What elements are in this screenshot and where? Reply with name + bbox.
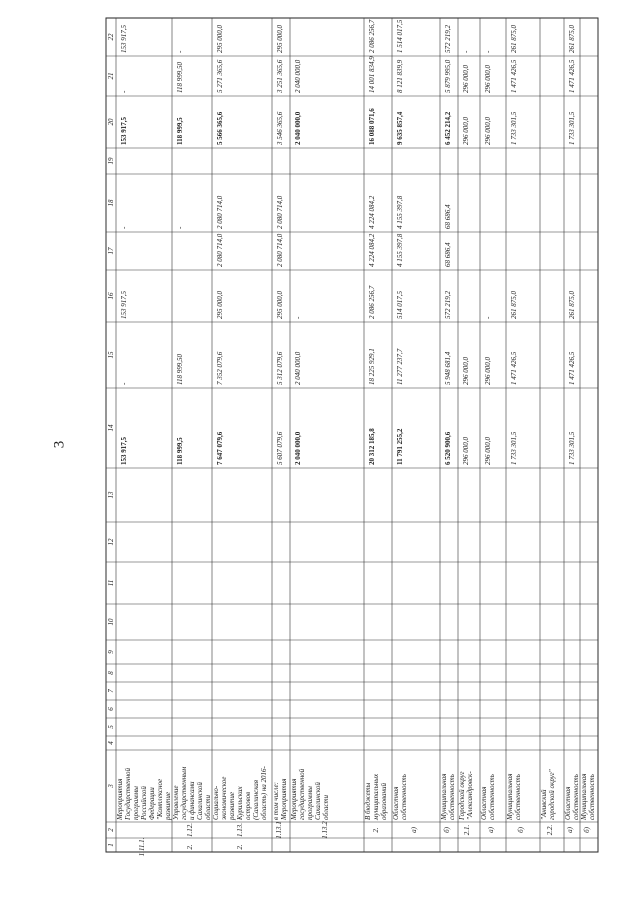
value-cell: 153 917,5 [120, 117, 128, 145]
column-number: 2 [107, 828, 115, 832]
value-cell: 2 080 714,0 [276, 195, 284, 229]
value-cell: 1 471 426,5 [510, 351, 518, 385]
value-cell: 1 471 426,5 [510, 59, 518, 93]
row-name-line: Мероприятия [116, 778, 124, 820]
value-cell: 1 733 301,5 [510, 111, 518, 145]
row-name-line: Областная [480, 786, 488, 820]
row-name-line: Федерации [148, 787, 156, 820]
value-cell: 5 566 365,6 [216, 111, 224, 145]
row-code: 1.13.2 [321, 821, 329, 839]
value-cell: 153 917,5 [120, 25, 128, 53]
row-name-line: Муниципальная [506, 773, 514, 820]
column-number: 17 [107, 247, 115, 255]
value-cell: 2 086 256,7 [368, 19, 376, 53]
value-cell: 261 875,0 [568, 291, 576, 319]
value-cell: - [484, 50, 492, 53]
column-number: 8 [107, 671, 115, 675]
value-cell: 16 088 071,6 [368, 108, 376, 145]
row-name-line: область) на 2016- [260, 766, 268, 820]
value-cell: 1 733 301,5 [568, 111, 576, 145]
row-name-line: муниципальных [372, 773, 380, 820]
row-name-line: островов [244, 791, 252, 820]
value-cell: 2 080 714,0 [216, 233, 224, 267]
value-cell: 1 733 301,5 [510, 431, 518, 465]
row-code: 2. [372, 827, 380, 833]
row-name-line: Российской [140, 786, 148, 820]
value-cell: 295 000,0 [216, 25, 224, 53]
value-cell: 1 471 426,5 [568, 59, 576, 93]
value-cell: 4 155 397,8 [396, 233, 404, 267]
row-code: б) [583, 827, 591, 833]
row-name-line: "Александровск- [466, 771, 474, 820]
value-cell: 296 000,0 [462, 357, 470, 385]
column-number: 5 [107, 725, 115, 729]
value-cell: 1 514 017,5 [396, 19, 404, 53]
row-code: а) [410, 827, 418, 833]
row-name-line: в том числе: [272, 782, 280, 820]
row-name-line: собственность [588, 774, 596, 820]
value-cell: 118 999,5 [176, 437, 184, 465]
value-cell: 1 733 301,5 [568, 431, 576, 465]
column-number: 1 [107, 843, 115, 847]
row-index: 2. [236, 844, 244, 850]
value-cell: 118 999,5 [176, 117, 184, 145]
value-cell: - [120, 90, 128, 93]
value-cell: 6 520 900,6 [444, 431, 452, 465]
row-name-line: государственной [298, 768, 306, 820]
row-name-line: Сахалинской [314, 782, 322, 820]
value-cell: 2 040 000,0 [294, 59, 302, 93]
row-name-line: городской округ" [548, 769, 556, 820]
value-cell: 1 471 426,5 [568, 351, 576, 385]
column-number: 4 [107, 741, 115, 745]
value-cell: 5 879 995,0 [444, 59, 452, 93]
row-name-line: развитие [164, 792, 172, 820]
row-index: 1.11.1. [138, 837, 146, 857]
value-cell: 5 312 079,6 [276, 351, 284, 385]
column-number: 21 [107, 72, 115, 80]
row-name-line: Муниципальная [440, 773, 448, 820]
column-number: 7 [107, 689, 115, 693]
value-cell: 261 875,0 [510, 291, 518, 319]
row-name-line: и финансами [188, 781, 196, 820]
value-cell: 153 917,5 [120, 437, 128, 465]
value-cell: 7 647 079,6 [216, 431, 224, 465]
row-code: 1.13. [236, 823, 244, 837]
row-name-line: Курильских [236, 786, 244, 820]
column-number: 11 [107, 579, 115, 587]
value-cell: 11 791 255,2 [396, 428, 404, 465]
value-cell: 3 251 365,6 [276, 59, 284, 93]
row-index: 2. [186, 844, 194, 850]
row-name-line: собственность [488, 774, 496, 820]
value-cell: 2 080 714,0 [216, 195, 224, 229]
value-cell: 2 080 714,0 [276, 233, 284, 267]
row-name-line: области [204, 794, 212, 820]
value-cell: 296 000,0 [484, 437, 492, 465]
row-code: 1.13.1 [275, 821, 283, 839]
row-name-line: программы [132, 786, 140, 820]
value-cell: 295 000,0 [216, 291, 224, 319]
value-cell: 11 277 237,7 [396, 348, 404, 385]
row-name-line: государственным [180, 766, 188, 820]
value-cell: 9 635 857,4 [396, 111, 404, 145]
column-number: 22 [107, 33, 115, 41]
value-cell: 2 040 000,0 [294, 351, 302, 385]
value-cell: 572 219,2 [444, 25, 452, 53]
row-name-line: области [322, 794, 330, 820]
column-number: 10 [107, 618, 115, 626]
value-cell: 118 999,50 [176, 354, 184, 385]
value-cell: 2 040 000,0 [294, 431, 302, 465]
row-code: 1.12. [186, 823, 194, 837]
row-name-line: образований [380, 782, 388, 820]
value-cell: 18 225 929,1 [368, 348, 376, 385]
value-cell: 3 546 365,6 [276, 111, 284, 145]
row-name-line: Областная [392, 786, 400, 820]
column-number: 9 [107, 650, 115, 654]
value-cell: 68 686,4 [444, 242, 452, 267]
column-number: 3 [107, 784, 115, 788]
row-name-line: (Сахалинская [252, 779, 260, 820]
row-name-line: Областная [564, 786, 572, 820]
page-number: 3 [51, 440, 68, 449]
row-code: б) [443, 827, 451, 833]
value-cell: 118 999,50 [176, 62, 184, 93]
value-cell: 153 917,5 [120, 291, 128, 319]
column-number: 18 [107, 199, 115, 207]
column-number: 14 [107, 424, 115, 432]
value-cell: 6 452 214,2 [444, 111, 452, 145]
row-name-line: Городской округ [458, 771, 466, 820]
column-number: 20 [107, 118, 115, 126]
value-cell: 14 001 834,9 [368, 56, 376, 93]
value-cell: 5 271 365,6 [216, 59, 224, 93]
value-cell: 5 607 079,6 [276, 431, 284, 465]
value-cell: 296 000,0 [462, 117, 470, 145]
value-cell: - [484, 316, 492, 319]
row-name-line: экономическое [220, 776, 228, 820]
value-cell: 2 086 256,7 [368, 285, 376, 319]
value-cell: 261 875,0 [568, 25, 576, 53]
value-cell: 4 224 084,2 [368, 195, 376, 229]
row-name-line: собственность [448, 774, 456, 820]
row-name-line: Государственной [124, 767, 132, 820]
value-cell: 20 312 185,8 [368, 428, 376, 465]
row-name-line: Муниципальная [580, 773, 588, 820]
value-cell: 296 000,0 [462, 65, 470, 93]
value-cell: 514 017,5 [396, 291, 404, 319]
column-number: 13 [107, 491, 115, 499]
row-name-line: Мероприятия [290, 778, 298, 820]
row-code: 2.2. [546, 824, 554, 836]
value-cell: 296 000,0 [462, 437, 470, 465]
row-name-line: Социально- [212, 785, 220, 820]
value-cell: - [120, 382, 128, 385]
value-cell: 2 040 000,0 [294, 111, 302, 145]
value-cell: 296 000,0 [484, 65, 492, 93]
row-code: 2.1. [463, 824, 471, 836]
row-name-line: программы [306, 786, 314, 820]
value-cell: 4 224 084,2 [368, 233, 376, 267]
value-cell: - [120, 226, 128, 229]
value-cell: 295 000,0 [276, 291, 284, 319]
row-name-line: собственность [400, 774, 408, 820]
row-name-line: собственность [514, 774, 522, 820]
value-cell: 572 219,2 [444, 291, 452, 319]
value-cell: 295 000,0 [276, 25, 284, 53]
value-cell: 4 155 397,8 [396, 195, 404, 229]
row-name-line: Мероприятия [280, 778, 288, 820]
row-name-line: собственность [572, 774, 580, 820]
column-number: 6 [107, 707, 115, 711]
column-number: 19 [107, 157, 115, 165]
column-number: 15 [107, 351, 115, 359]
value-cell: 8 121 839,9 [396, 59, 404, 93]
row-code: а) [487, 827, 495, 833]
row-code: б) [517, 827, 525, 833]
row-name-line: Управление [172, 785, 180, 820]
value-cell: 296 000,0 [484, 357, 492, 385]
row-name-line: В бюджеты [364, 782, 372, 820]
value-cell: 296 000,0 [484, 117, 492, 145]
value-cell: - [176, 50, 184, 53]
row-name-line: Сахалинской [196, 782, 204, 820]
value-cell: 68 686,4 [444, 204, 452, 229]
value-cell: - [294, 316, 302, 319]
value-cell: - [176, 226, 184, 229]
row-code: а) [566, 827, 574, 833]
row-name-line: "Комплексное [156, 778, 164, 820]
value-cell: - [462, 50, 470, 53]
column-number: 12 [107, 538, 115, 546]
row-name-line: развитие [228, 792, 236, 820]
column-number: 16 [107, 292, 115, 300]
value-cell: 7 352 079,6 [216, 351, 224, 385]
value-cell: 5 948 681,4 [444, 351, 452, 385]
row-name-line: "Анивский [540, 789, 548, 820]
value-cell: 261 875,0 [510, 25, 518, 53]
